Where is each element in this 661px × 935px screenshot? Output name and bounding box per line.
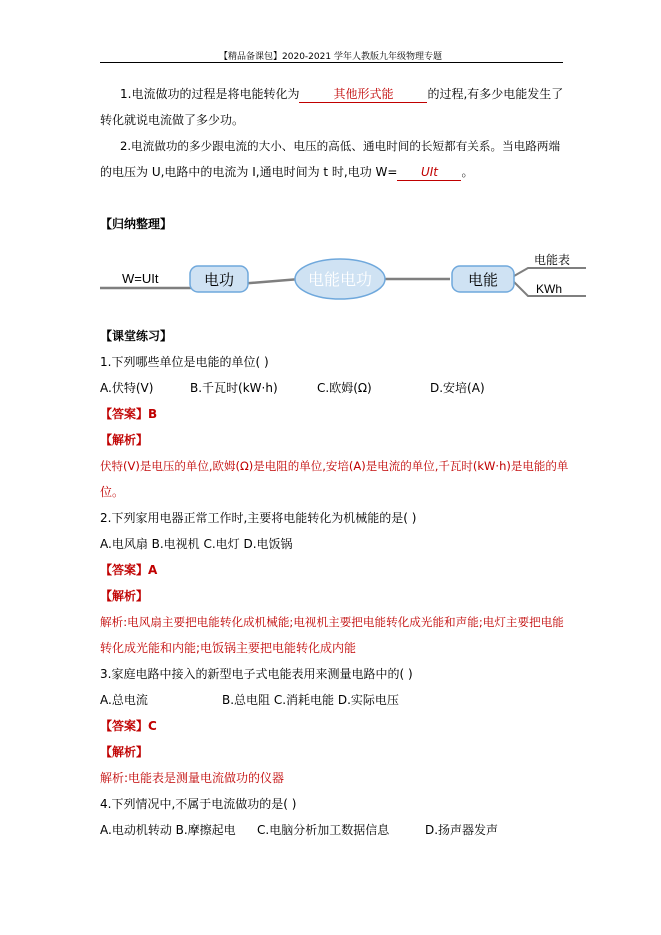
intro-p2-blank: UIt: [397, 164, 461, 181]
q1-stem: 1.下列哪些单位是电能的单位( ): [100, 355, 269, 369]
q1-analysis-label: 【解析】: [100, 433, 149, 447]
intro-p1-line2: 转化就说电流做了多少功。: [100, 113, 245, 127]
q2-options: A.电风扇 B.电视机 C.电灯 D.电饭锅: [100, 537, 293, 551]
header-divider: [100, 62, 563, 63]
intro-p1-text: 1.电流做功的过程是将电能转化为: [120, 87, 300, 101]
q4-option-c: C.电脑分析加工数据信息: [257, 823, 390, 837]
q3-option-a: A.总电流: [100, 693, 148, 707]
q2-analysis-label: 【解析】: [100, 589, 149, 603]
mind-map-right-leaf-top-branch: [514, 268, 586, 276]
q2-analysis-line1: 解析:电风扇主要把电能转化成机械能;电视机主要把电能转化成光能和声能;电灯主要把电能: [100, 615, 564, 629]
mind-map-right-node-label: 电能: [467, 271, 499, 289]
mind-map-right-leaf-bottom: KWh: [536, 282, 563, 296]
q2-answer: 【答案】A: [100, 563, 158, 577]
q2-stem: 2.下列家用电器正常工作时,主要将电能转化为机械能的是( ): [100, 511, 417, 525]
q1-analysis-line1: 伏特(V)是电压的单位,欧姆(Ω)是电阻的单位,安培(A)是电流的单位,千瓦时(kW·h)是电能的单: [100, 459, 569, 473]
q1-answer: 【答案】B: [100, 407, 158, 421]
intro-p1-text-after: 的过程,有多少电能发生了: [427, 87, 564, 101]
q4-options-ab: A.电动机转动 B.摩擦起电: [100, 823, 236, 837]
intro-p2-text-after: 。: [461, 165, 474, 179]
intro-p2-line1: 2.电流做功的多少跟电流的大小、电压的高低、通电时间的长短都有关系。当电路两端: [120, 139, 561, 153]
q2-analysis-line2: 转化成光能和内能;电饭锅主要把电能转化成内能: [100, 641, 357, 655]
summary-title: 【归纳整理】: [100, 217, 173, 231]
mind-map-left-leaf: W=UIt: [122, 271, 159, 286]
q1-option-a: A.伏特(V): [100, 381, 154, 395]
q3-stem: 3.家庭电路中接入的新型电子式电能表用来测量电路中的( ): [100, 667, 413, 681]
q4-option-d: D.扬声器发声: [425, 823, 499, 837]
q1-option-c: C.欧姆(Ω): [317, 381, 372, 395]
intro-p2-text: 的电压为 U,电路中的电流为 I,通电时间为 t 时,电功 W=: [100, 165, 398, 179]
q1-option-d: D.安培(A): [430, 381, 485, 395]
q3-answer: 【答案】C: [100, 719, 157, 733]
q3-analysis-label: 【解析】: [100, 745, 149, 759]
page-header: 【精品备课包】2020-2021 学年人教版九年级物理专题: [219, 52, 442, 62]
mind-map-left-node-label: 电功: [203, 271, 235, 289]
intro-p1-blank: 其他形式能: [299, 86, 427, 103]
mind-map-right-leaf-top: 电能表: [534, 253, 571, 267]
mind-map: [100, 246, 590, 310]
q3-options-bcd: B.总电阻 C.消耗电能 D.实际电压: [222, 693, 399, 707]
intro-paragraph-2: [100, 164, 473, 181]
mind-map-center-label: 电能电功: [307, 270, 373, 289]
q4-stem: 4.下列情况中,不属于电流做功的是( ): [100, 797, 297, 811]
q3-analysis-line1: 解析:电能表是测量电流做功的仪器: [100, 771, 285, 785]
q1-analysis-line2: 位。: [100, 485, 125, 499]
practice-title: 【课堂练习】: [100, 329, 173, 343]
q1-option-b: B.千瓦时(kW·h): [190, 381, 278, 395]
intro-paragraph-1: [120, 86, 563, 103]
